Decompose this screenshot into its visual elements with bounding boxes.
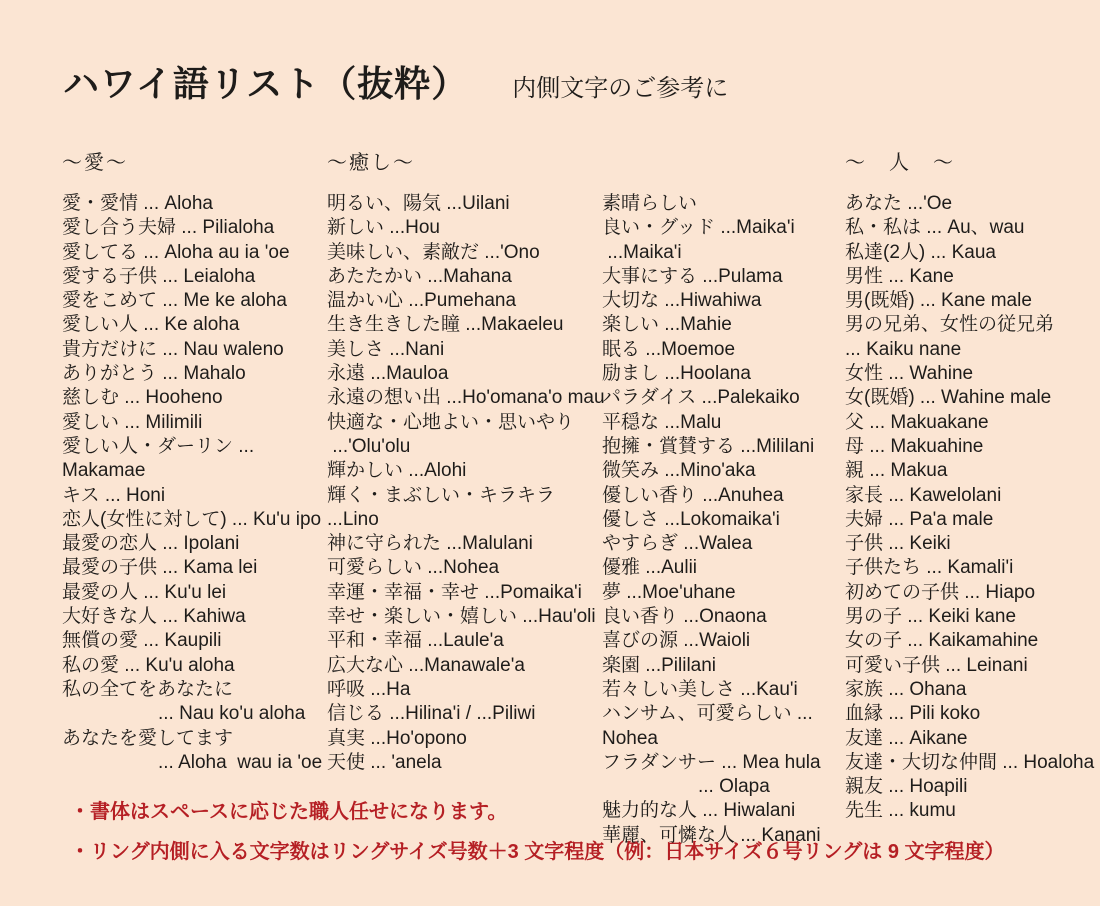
word-line: 真実 ...Ho'opono: [327, 727, 467, 749]
page-title: ハワイ語リスト（抜粋）: [63, 63, 469, 104]
title-row: [63, 56, 728, 107]
word-line: 華麗、可憐な人 ... Kanani: [602, 824, 821, 846]
note-character-count: ・リング内側に入る文字数はリングサイズ号数＋3 文字程度（例：日本サイズ６号リングは 9 文字程度）: [70, 841, 1005, 863]
word-line: 幸運・幸福・幸せ ...Pomaika'i: [327, 581, 582, 603]
word-line: フラダンサー ... Mea hula: [602, 751, 821, 773]
column-people-header: ～ 人 ～: [845, 152, 955, 174]
word-line: 励まし ...Hoolana: [602, 363, 751, 385]
word-line: 最愛の人 ... Ku'u lei: [62, 581, 227, 603]
word-line: 私・私は ... Au、wau: [845, 217, 1025, 239]
word-line: 愛してる ... Aloha au ia 'oe: [62, 241, 290, 263]
word-line: 永遠の想い出 ...Ho'omana'o mau: [327, 387, 605, 409]
word-line: 男の子 ... Keiki kane: [845, 606, 1017, 628]
word-line: 愛しい人・ダーリン ... Makamae: [62, 435, 260, 482]
word-line: 夢 ...Moe'uhane: [602, 581, 736, 603]
word-line: 先生 ... kumu: [845, 800, 956, 822]
word-line: 輝く・まぶしい・キラキラ ...Lino: [327, 484, 561, 530]
word-line: ...Maika'i: [602, 241, 682, 263]
word-line: 眠る ...Moemoe: [602, 338, 736, 360]
word-line: 私の全てをあなたに: [62, 678, 234, 700]
word-line: 夫婦 ... Pa'a male: [845, 508, 994, 530]
word-line: 初めての子供 ... Hiapo: [845, 581, 1036, 603]
word-line: 美しさ ...Nani: [327, 338, 445, 360]
word-line: 私達(2人) ... Kaua: [845, 241, 996, 263]
word-line: 男(既婚) ... Kane male: [845, 290, 1032, 312]
column-misc-header: [602, 146, 847, 192]
word-line: パラダイス ...Palekaiko: [602, 387, 800, 409]
word-line: 慈しむ ... Hooheno: [62, 387, 223, 409]
word-line: ハンサム、可愛らしい ... Nohea: [602, 703, 819, 749]
word-line: 愛しい ... Milimili: [62, 411, 203, 433]
word-line: 親友 ... Hoapili: [845, 776, 968, 798]
word-line: 若々しい美しさ ...Kau'i: [602, 678, 798, 700]
word-line: 大事にする ...Pulama: [602, 265, 783, 287]
word-line: ... Kaiku nane: [845, 338, 962, 360]
word-line: 愛をこめて ... Me ke aloha: [62, 290, 287, 312]
word-line: 愛する子供 ... Leialoha: [62, 265, 256, 287]
word-line: やすらぎ ...Walea: [602, 533, 753, 555]
word-list-healing: [327, 192, 605, 775]
word-line: 優しい香り ...Anuhea: [602, 484, 784, 506]
word-line: 永遠 ...Mauloa: [327, 363, 449, 385]
column-love: [62, 146, 327, 775]
word-line: 貴方だけに ... Nau waleno: [62, 338, 284, 360]
word-line: 最愛の恋人 ... Ipolani: [62, 533, 240, 555]
column-love-header: ～愛～: [62, 152, 128, 174]
word-line: 友達 ... Aikane: [845, 727, 968, 749]
word-line: 神に守られた ...Malulani: [327, 533, 533, 555]
word-line: 家族 ... Ohana: [845, 678, 967, 700]
word-line: 親 ... Makua: [845, 460, 948, 482]
word-line: 魅力的な人 ... Hiwalani: [602, 800, 796, 822]
column-misc: [602, 146, 847, 848]
word-line: 子供 ... Keiki: [845, 533, 951, 555]
word-line: 平和・幸福 ...Laule'a: [327, 630, 504, 652]
word-line: 友達・大切な仲間 ... Hoaloha: [845, 751, 1095, 773]
word-line: 広大な心 ...Manawale'a: [327, 654, 525, 676]
word-line: 楽しい ...Mahie: [602, 314, 732, 336]
word-line: 愛しい人 ... Ke aloha: [62, 314, 240, 336]
word-line: 楽園 ...Pililani: [602, 654, 717, 676]
column-healing: [327, 146, 605, 775]
word-list-people: [845, 192, 1095, 824]
word-line: 呼吸 ...Ha: [327, 678, 411, 700]
word-line: 大切な ...Hiwahiwa: [602, 290, 762, 312]
page-subtitle: 内側文字のご参考に: [512, 75, 729, 102]
word-line: 優雅 ...Aulii: [602, 557, 698, 579]
word-line: 温かい心 ...Pumehana: [327, 290, 517, 312]
word-line: 父 ... Makuakane: [845, 411, 989, 433]
word-line: 女の子 ... Kaikamahine: [845, 630, 1039, 652]
word-line: 子供たち ... Kamali'i: [845, 557, 1014, 579]
word-line: ... Nau ko'u aloha: [158, 703, 306, 725]
word-line: 無償の愛 ... Kaupili: [62, 630, 222, 652]
word-line: 可愛らしい ...Nohea: [327, 557, 500, 579]
word-line: キス ... Honi: [62, 484, 166, 506]
column-people: [845, 146, 1095, 824]
word-line: 最愛の子供 ... Kama lei: [62, 557, 258, 579]
word-list-misc: [602, 192, 847, 848]
word-line: あたたかい ...Mahana: [327, 265, 512, 287]
word-line: 母 ... Makuahine: [845, 435, 984, 457]
word-line: 可愛い子供 ... Leinani: [845, 654, 1028, 676]
word-line: あなた ...'Oe: [845, 193, 953, 214]
word-line: 愛し合う夫婦 ... Pilialoha: [62, 217, 275, 239]
word-line: 大好きな人 ... Kahiwa: [62, 606, 246, 628]
word-line: 男の兄弟、女性の従兄弟: [845, 314, 1055, 336]
word-line: 輝かしい ...Alohi: [327, 460, 467, 482]
word-line: 女(既婚) ... Wahine male: [845, 387, 1052, 409]
word-line: 愛・愛情 ... Aloha: [62, 193, 213, 214]
column-healing-header: ～癒し～: [327, 152, 415, 174]
word-line: ...'Olu'olu: [327, 435, 411, 457]
word-line: 優しさ ...Lokomaika'i: [602, 508, 780, 530]
word-line: 新しい ...Hou: [327, 217, 440, 239]
word-line: 女性 ... Wahine: [845, 363, 974, 385]
note-font: ・書体はスペースに応じた職人任せになります。: [70, 801, 508, 823]
word-line: 快適な・心地よい・思いやり: [327, 411, 575, 433]
word-line: 抱擁・賞賛する ...Mililani: [602, 435, 815, 457]
word-line: 信じる ...Hilina'i / ...Piliwi: [327, 703, 536, 725]
word-line: 血縁 ... Pili koko: [845, 703, 981, 725]
word-line: 男性 ... Kane: [845, 265, 954, 287]
word-line: 微笑み ...Mino'aka: [602, 460, 756, 482]
word-line: 幸せ・楽しい・嬉しい ...Hau'oli: [327, 606, 596, 628]
word-line: 美味しい、素敵だ ...'Ono: [327, 241, 540, 263]
word-line: あなたを愛してます: [62, 727, 234, 749]
word-line: 良い・グッド ...Maika'i: [602, 217, 795, 239]
footer-notes: [70, 799, 1005, 879]
word-line: 明るい、陽気 ...Uilani: [327, 193, 510, 214]
word-line: 家長 ... Kawelolani: [845, 484, 1002, 506]
word-line: 私の愛 ... Ku'u aloha: [62, 654, 235, 676]
word-line: 天使 ... 'anela: [327, 751, 442, 773]
word-line: 生き生きした瞳 ...Makaeleu: [327, 314, 564, 336]
word-line: 平穏な ...Malu: [602, 411, 722, 433]
word-list-love: [62, 192, 327, 775]
word-line: ... Aloha wau ia 'oe: [158, 751, 323, 773]
word-line: ありがとう ... Mahalo: [62, 363, 246, 385]
word-line: 恋人(女性に対して) ... Ku'u ipo: [62, 508, 322, 530]
word-line: 良い香り ...Onaona: [602, 606, 767, 628]
word-line: ... Olapa: [698, 776, 770, 798]
word-line: 喜びの源 ...Waioli: [602, 630, 751, 652]
word-line: 素晴らしい: [602, 193, 698, 214]
